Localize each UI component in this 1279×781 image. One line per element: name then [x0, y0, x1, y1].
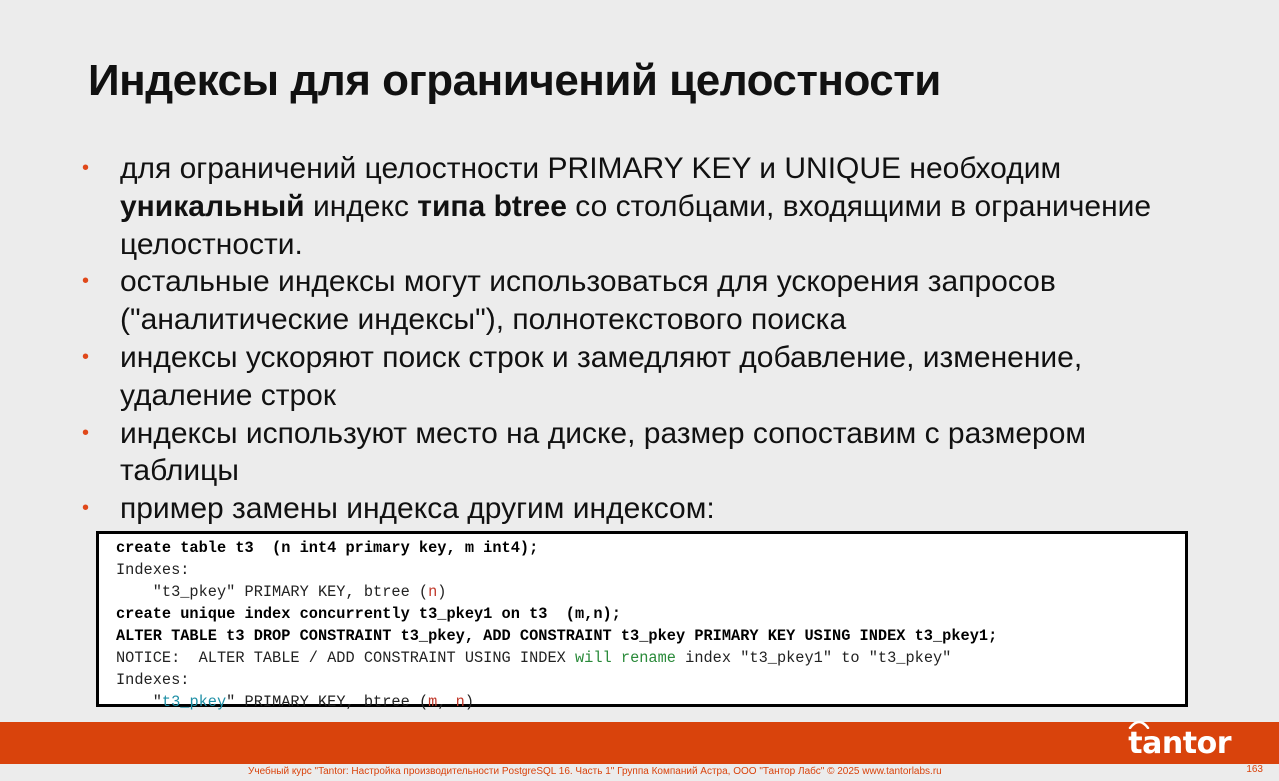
code-line: [116, 669, 1185, 691]
code-line: [116, 691, 1185, 713]
code-token: rename: [620, 649, 676, 667]
code-token: " PRIMARY KEY, btree (: [226, 693, 429, 711]
code-token: m: [428, 693, 438, 711]
logo-arc-icon: [1128, 719, 1150, 729]
bullet-item: [82, 415, 1202, 491]
code-line: [116, 581, 1185, 603]
footer-course-text: Учебный курс "Tantor: Настройка производительности PostgreSQL 16. Часть 1" Группа Компаний Астра, ООО "Тантор Лабс" © 2025 www.tantorlabs.ru: [248, 766, 942, 777]
code-token: ): [464, 693, 475, 711]
tantor-logo: [1128, 727, 1231, 761]
code-token: Indexes:: [116, 561, 190, 579]
bullet-marker-icon: •: [82, 497, 90, 520]
bullet-bold-text: типа btree: [417, 189, 567, 223]
bullet-bold-text: уникальный: [120, 189, 305, 223]
code-token: t3_pkey: [161, 693, 227, 711]
code-token: NOTICE: ALTER TABLE / ADD CONSTRAINT USING INDEX: [116, 649, 575, 667]
code-token: [612, 649, 621, 667]
bullet-list: [82, 150, 1202, 528]
code-token: ): [437, 583, 447, 601]
bullet-item: [82, 150, 1202, 263]
slide-title: Индексы для ограничений целостности: [88, 56, 941, 105]
code-token: index "t3_pkey1" to "t3_pkey": [675, 649, 952, 667]
code-token: ,: [437, 693, 456, 711]
bullet-text: индексы используют место на диске, размер сопоставим с размером таблицы: [120, 416, 1087, 488]
code-token: create unique index concurrently t3_pkey1 on t3 (m,n);: [116, 605, 621, 623]
code-token: ALTER TABLE t3 DROP CONSTRAINT t3_pkey, ADD CONSTRAINT t3_pkey PRIMARY KEY USING INDEX t3_pkey1;: [116, 627, 998, 645]
code-line: [116, 603, 1185, 625]
logo-text: tantor: [1128, 726, 1231, 761]
code-token: ": [116, 693, 162, 711]
code-line: [116, 559, 1185, 581]
bullet-text: со столбцами, входящими в ограничение целостности.: [120, 189, 1152, 261]
page-number: 163: [1246, 764, 1263, 775]
bullet-marker-icon: •: [82, 157, 90, 179]
bullet-text: пример замены индекса другим индексом:: [120, 492, 715, 526]
footer-bar: [0, 722, 1279, 764]
code-line: [116, 537, 1185, 559]
bullet-item: [82, 263, 1202, 339]
bullet-item: [82, 490, 1202, 528]
code-token: n: [428, 583, 438, 601]
code-line: [116, 647, 1185, 669]
bullet-text: для ограничений целостности PRIMARY KEY и UNIQUE необходим: [120, 152, 1062, 185]
code-token: Indexes:: [116, 671, 190, 689]
code-token: n: [455, 693, 465, 711]
bullet-marker-icon: •: [82, 270, 90, 293]
code-token: "t3_pkey" PRIMARY KEY, btree (: [116, 583, 429, 601]
bullet-marker-icon: •: [82, 421, 90, 444]
code-line: [116, 625, 1185, 647]
bullet-marker-icon: •: [82, 345, 90, 368]
bullet-text: индекс: [304, 189, 418, 223]
code-token: will: [574, 649, 612, 667]
bullet-text: остальные индексы могут использоваться для ускорения запросов ("аналитические индексы"), полнотекстового поиска: [120, 265, 1056, 337]
code-block: [96, 531, 1188, 711]
bullet-text: индексы ускоряют поиск строк и замедляют добавление, изменение, удаление строк: [120, 340, 1083, 412]
code-token: create table t3 (n int4 primary key, m int4);: [116, 539, 539, 557]
bullet-item: [82, 339, 1202, 415]
